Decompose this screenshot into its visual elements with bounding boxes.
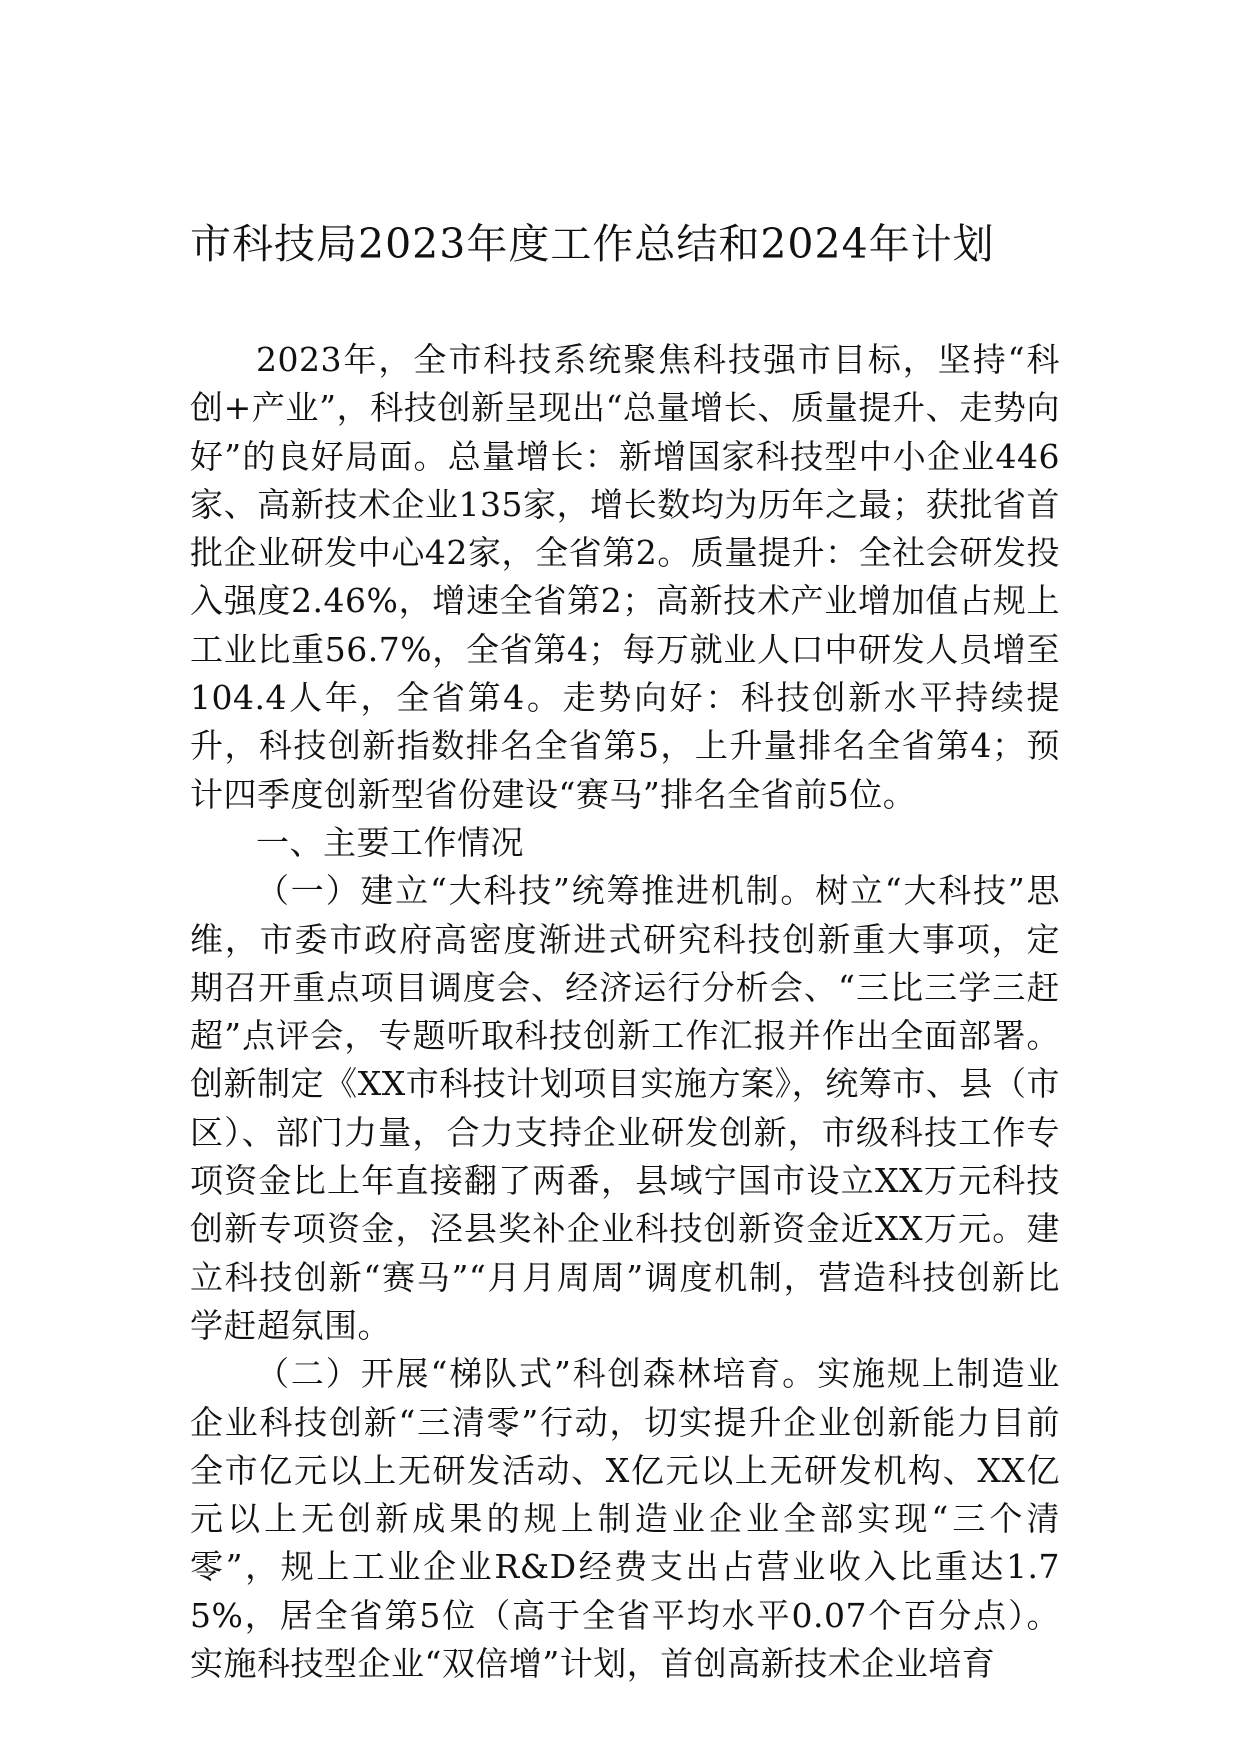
paragraph-item-1: （一）建立“大科技”统筹推进机制。树立“大科技”思维，市委市政府高密度渐进式研究科技创新重大事项，定期召开重点项目调度会、经济运行分析会、“三比三学三赶超”点评会，专题听取科技创新工作汇报并作出全面部署。创新制定《XX市科技计划项目实施方案》，统筹市、县（市区）、部门力量，合力支持企业研发创新，市级科技工作专项资金比上年直接翻了两番，县域宁国市设立XX万元科技创新专项资金，泾县奖补企业科技创新资金近XX万元。建立科技创新“赛马”“月月周周”调度机制，营造科技创新比学赶超氛围。 — [190, 871, 1060, 1345]
paragraph-item-2: （二）开展“梯队式”科创森林培育。实施规上制造业企业科技创新“三清零”行动，切实提升企业创新能力目前全市亿元以上无研发活动、X亿元以上无研发机构、XX亿元以上无创新成果的规上制造业企业全部实现“三个清零”，规上工业企业R&D经费支出占营业收入比重达1.75%，居全省第5位（高于全省平均水平0.07个百分点）。实施科技型企业“双倍增”计划，首创高新技术企业培育 — [190, 1354, 1060, 1684]
document-body — [190, 336, 1060, 1688]
document-title: 市科技局2023年度工作总结和2024年计划 — [190, 220, 995, 268]
section-heading-main-work: 一、主要工作情况 — [256, 822, 524, 862]
intro-paragraph: 2023年，全市科技系统聚焦科技强市目标，坚持“科创+产业”，科技创新呈现出“总量增长、质量提升、走势向好”的良好局面。总量增长：新增国家科技型中小企业446家、高新技术企业135家，增长数均为历年之最；获批省首批企业研发中心42家，全省第2。质量提升：全社会研发投入强度2.46%，增速全省第2；高新技术产业增加值占规上工业比重56.7%，全省第4；每万就业人口中研发人员增至104.4人年，全省第4。走势向好：科技创新水平持续提升，科技创新指数排名全省第5，上升量排名全省第4；预计四季度创新型省份建设“赛马”排名全省前5位。 — [190, 340, 1060, 814]
